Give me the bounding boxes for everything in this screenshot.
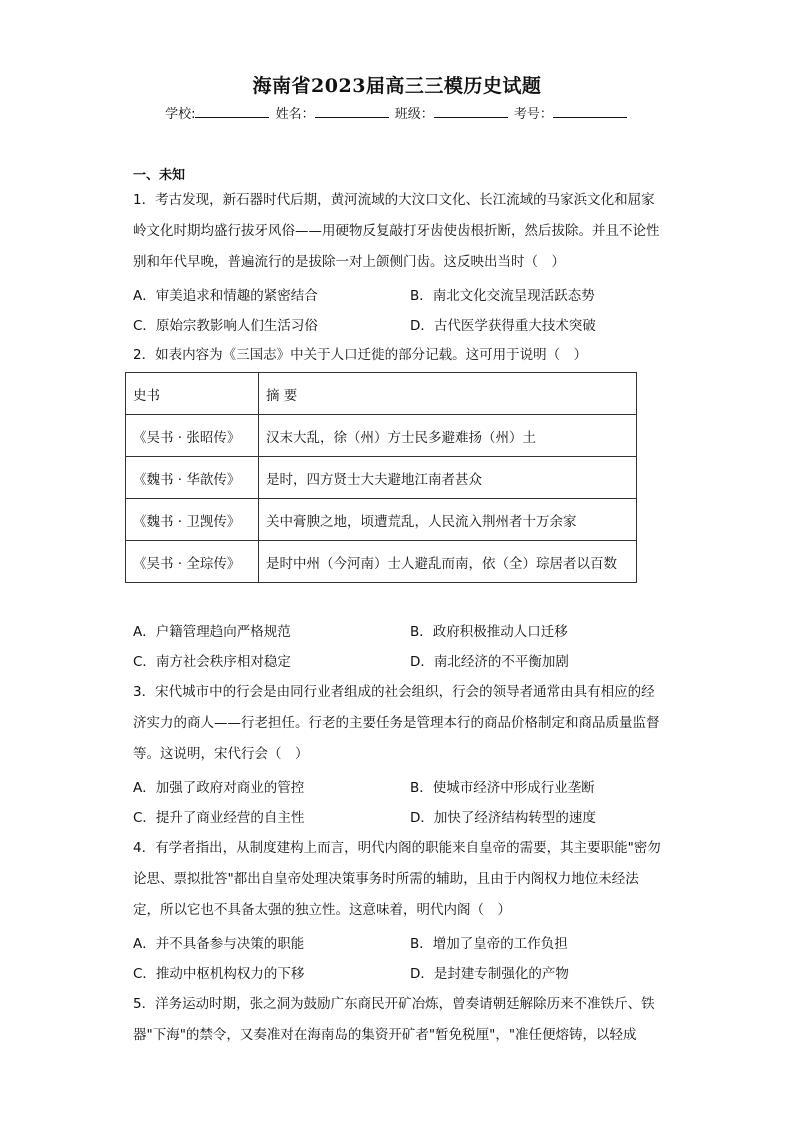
table-header-row xyxy=(126,373,637,415)
question-3-option-c[interactable]: C．提升了商业经营的自主性 xyxy=(133,810,305,826)
class-field: 班级： xyxy=(395,103,510,122)
student-info-line xyxy=(0,103,794,122)
table-cell-book: 《吴书 · 全琮传》 xyxy=(126,541,259,583)
exam-number-blank[interactable] xyxy=(553,105,627,118)
question-4-option-c[interactable]: C．推动中枢机构权力的下移 xyxy=(133,966,305,982)
question-1-option-d[interactable]: D．古代医学获得重大技术突破 xyxy=(410,318,596,334)
table-row xyxy=(126,457,637,499)
exam-number-field: 考号： xyxy=(514,103,629,122)
table-row xyxy=(126,415,637,457)
section-heading: 一、未知 xyxy=(133,168,186,183)
table-header-summary: 摘 要 xyxy=(259,373,637,415)
class-blank[interactable] xyxy=(434,105,508,118)
question-1-stem: 1．考古发现，新石器时代后期，黄河流域的大汶口文化、长江流域的马家浜文化和屈家岭文化时期均盛行拔牙风俗——用硬物反复敲打牙齿使齿根折断，然后拔除。并且不论性别和年代早晚，普遍流行的是拔除一对上颌侧门齿。这反映出当时（ ） xyxy=(133,192,660,270)
table-cell-book: 《吴书 · 张昭传》 xyxy=(126,415,259,457)
table-cell-summary: 是时，四方贤士大夫避地江南者甚众 xyxy=(259,457,637,499)
question-3-option-a[interactable]: A．加强了政府对商业的管控 xyxy=(133,780,305,796)
name-field: 姓名： xyxy=(276,103,391,122)
school-blank[interactable] xyxy=(195,105,269,118)
question-3-option-b[interactable]: B．使城市经济中形成行业垄断 xyxy=(410,780,595,796)
table-row xyxy=(126,541,637,583)
question-2-option-c[interactable]: C．南方社会秩序相对稳定 xyxy=(133,654,291,670)
question-3-option-d[interactable]: D．加快了经济结构转型的速度 xyxy=(410,810,596,826)
question-5-stem: 5．洋务运动时期，张之洞为鼓励广东商民开矿冶炼，曾奏请朝廷解除历来不准铁斤、铁器"下海"的禁令，又奏准对在海南岛的集资开矿者"暂免税厘"，"准任便熔铸，以轻成 xyxy=(133,996,655,1043)
question-2-option-b[interactable]: B．政府积极推动人口迁移 xyxy=(410,624,568,640)
table-cell-book: 《魏书 · 华歆传》 xyxy=(126,457,259,499)
question-4-stem: 4．有学者指出，从制度建构上而言，明代内阁的职能来自皇帝的需要，其主要职能"密勿论思、票拟批答"都出自皇帝处理决策事务时所需的辅助，且由于内阁权力地位未经法定，所以它也不具备太强的独立性。这意味着，明代内阁（ ） xyxy=(133,840,661,918)
table-cell-summary: 汉末大乱，徐（州）方士民多避难扬（州）土 xyxy=(259,415,637,457)
exam-title: 海南省2023届高三三模历史试题 xyxy=(252,75,542,97)
question-4-option-d[interactable]: D．是封建专制强化的产物 xyxy=(410,966,569,982)
migration-records-table xyxy=(125,372,637,583)
name-blank[interactable] xyxy=(315,105,389,118)
question-2-stem: 2．如表内容为《三国志》中关于人口迁徙的部分记载。这可用于说明（ ） xyxy=(133,347,588,363)
question-4-option-a[interactable]: A．并不具备参与决策的职能 xyxy=(133,936,305,952)
school-field: 学校: xyxy=(165,103,271,122)
question-2-option-d[interactable]: D．南北经济的不平衡加剧 xyxy=(410,654,569,670)
question-1-option-c[interactable]: C．原始宗教影响人们生活习俗 xyxy=(133,318,318,334)
question-2-option-a[interactable]: A．户籍管理趋向严格规范 xyxy=(133,624,291,640)
table-cell-summary: 关中膏腴之地，顷遭荒乱，人民流入荆州者十万余家 xyxy=(259,499,637,541)
question-1-option-a[interactable]: A．审美追求和情趣的紧密结合 xyxy=(133,288,318,304)
table-cell-book: 《魏书 · 卫觊传》 xyxy=(126,499,259,541)
table-cell-summary: 是时中州（今河南）士人避乱而南，依（全）琮居者以百数 xyxy=(259,541,637,583)
table-header-book: 史书 xyxy=(126,373,259,415)
question-1-option-b[interactable]: B．南北文化交流呈现活跃态势 xyxy=(410,288,595,304)
question-3-stem: 3．宋代城市中的行会是由同行业者组成的社会组织，行会的领导者通常由具有相应的经济实力的商人——行老担任。行老的主要任务是管理本行的商品价格制定和商品质量监督等。这说明，宋代行会（ ） xyxy=(133,684,660,762)
table-row xyxy=(126,499,637,541)
question-4-option-b[interactable]: B．增加了皇帝的工作负担 xyxy=(410,936,568,952)
